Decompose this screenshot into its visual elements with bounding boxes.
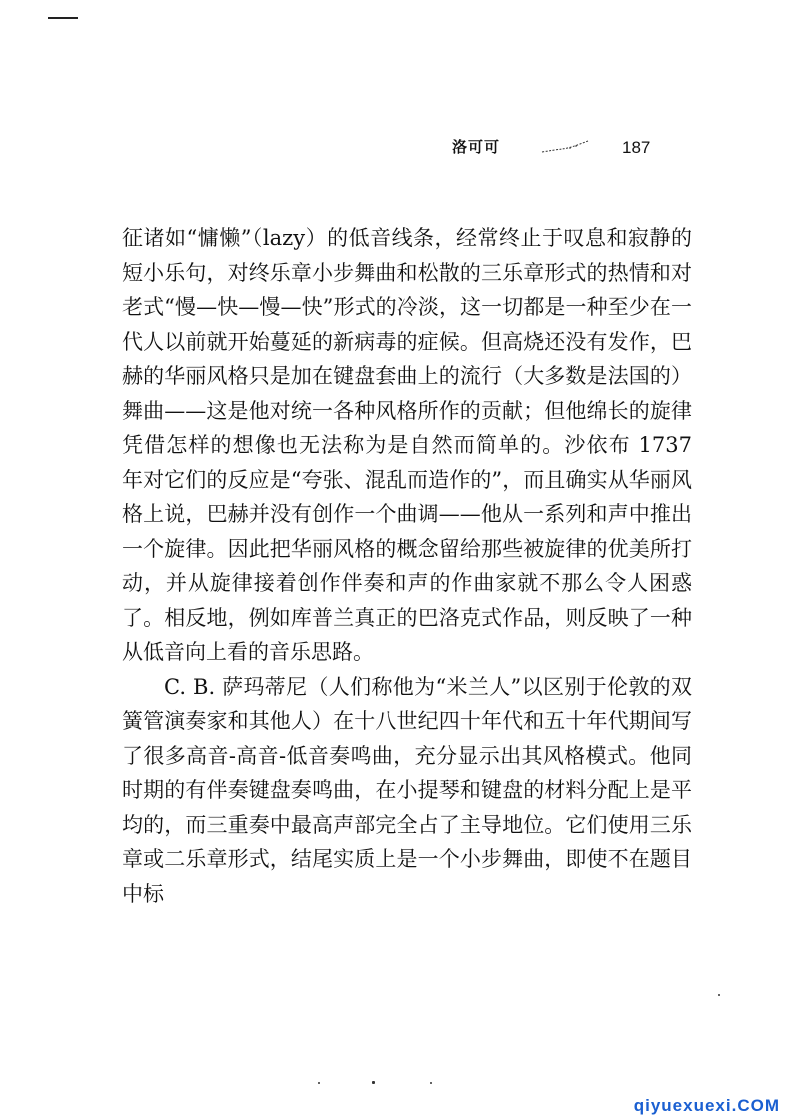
running-title: 洛可可: [452, 138, 501, 156]
page-number: 187: [622, 138, 651, 157]
paragraph-2: C. B. 萨玛蒂尼（人们称他为“米兰人”以区别于伦敦的双簧管演奏家和其他人）在十八世纪四十年代和五十年代期间写了很多高音-高音-低音奏鸣曲，充分显示出其风格模式。他同时期的有伴奏键盘奏鸣曲，在小提琴和键盘的材料分配上是平均的，而三重奏中最高声部完全占了主导地位。它们使用三乐章或二乐章形式，结尾实质上是一个小步舞曲，即使不在题目中标: [122, 674, 692, 906]
body-text: [122, 221, 692, 911]
paragraph-1: 征诸如“慵懒”（lazy）的低音线条，经常终止于叹息和寂静的短小乐句，对终乐章小步舞曲和松散的三乐章形式的热情和对老式“慢—快—慢—快”形式的冷淡，这一切都是一种至少在一代人以前就开始蔓延的新病毒的症候。但高烧还没有发作，巴赫的华丽风格只是加在键盘套曲上的流行（大多数是法国的）舞曲——这是他对统一各种风格所作的贡献；但他绵长的旋律凭借怎样的想像也无法称为是自然而简单的。沙依布 1737 年对它们的反应是“夸张、混乱而造作的”，而且确实从华丽风格上说，巴赫并没有创作一个曲调——他从一系列和声中推出一个旋律。因此把华丽风格的概念留给那些被旋律的优美所打动，并从旋律接着创作伴奏和声的作曲家就不那么令人困惑了。相反地，例如库普兰真正的巴洛克式作品，则反映了一种从低音向上看的音乐思路。: [122, 226, 692, 664]
scan-speck: [372, 1081, 375, 1084]
top-rule: [48, 17, 78, 19]
scan-speck: [430, 1082, 432, 1084]
scan-speck: [718, 994, 720, 996]
watermark: qiyuexuexi.COM: [633, 1096, 780, 1115]
scan-speck: [318, 1082, 320, 1084]
header-ornament-icon: [540, 140, 590, 154]
